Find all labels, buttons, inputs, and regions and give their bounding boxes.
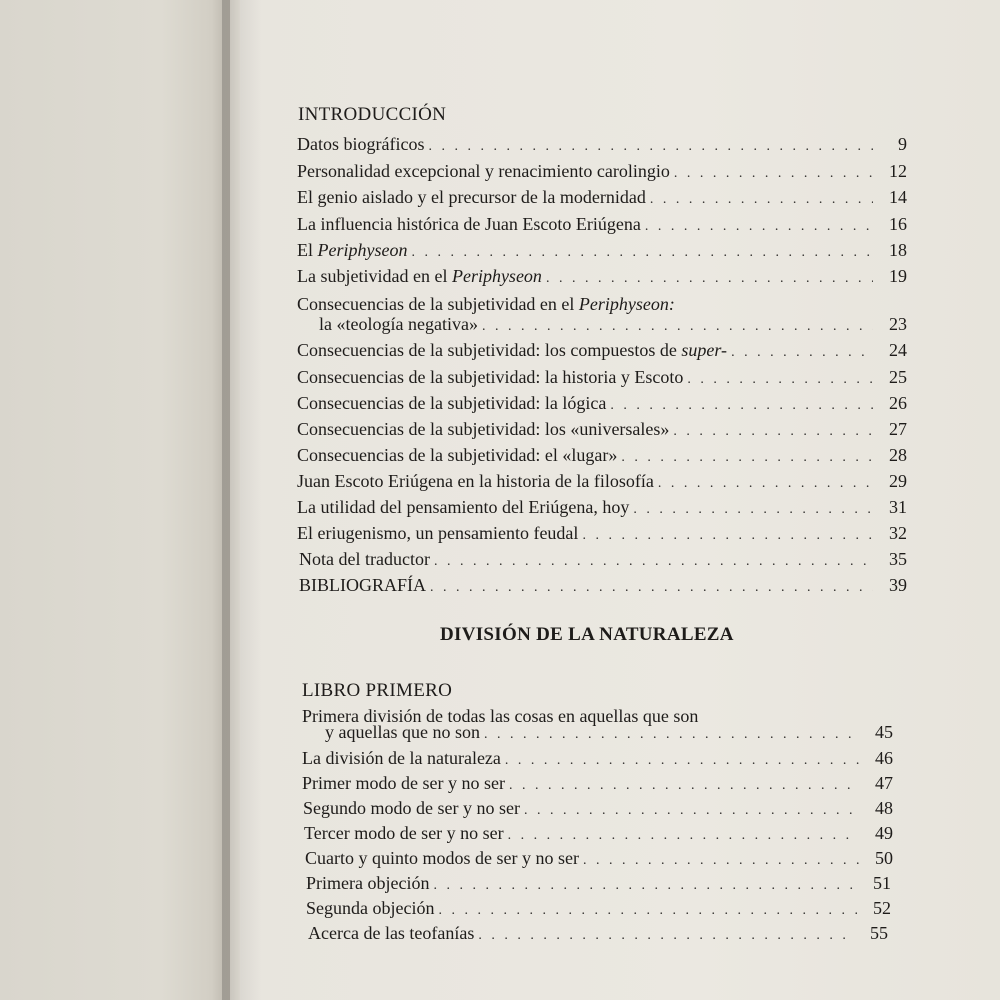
toc-entry[interactable] bbox=[299, 575, 907, 599]
leader-dots bbox=[433, 878, 857, 894]
toc-entry[interactable] bbox=[297, 367, 907, 391]
leader-dots bbox=[482, 319, 873, 335]
leader-dots bbox=[509, 778, 859, 794]
toc-entry-title: Segunda objeción bbox=[306, 898, 435, 918]
toc-entry[interactable] bbox=[297, 161, 907, 185]
toc-entry-page: 45 bbox=[875, 722, 893, 742]
toc-entry-title: La división de la naturaleza bbox=[302, 748, 501, 768]
toc-entry-page: 16 bbox=[889, 214, 907, 234]
leader-dots bbox=[524, 803, 859, 819]
leader-dots bbox=[434, 554, 873, 570]
toc-entry[interactable] bbox=[306, 898, 891, 922]
leader-dots bbox=[674, 166, 873, 182]
toc-entry-title: El Periphyseon bbox=[297, 240, 408, 260]
toc-entry-title: Juan Escoto Eriúgena en la historia de la filosofía bbox=[297, 471, 654, 491]
leader-dots bbox=[621, 450, 873, 466]
leader-dots bbox=[411, 245, 873, 261]
toc-entry-page: 18 bbox=[889, 240, 907, 260]
toc-entry-title: Consecuencias de la subjetividad: la historia y Escoto bbox=[297, 367, 684, 387]
toc-entry-title: Segundo modo de ser y no ser bbox=[303, 798, 520, 818]
toc-entry-title: y aquellas que no son bbox=[325, 722, 480, 742]
toc-entry-page: 52 bbox=[873, 898, 891, 918]
toc-entry[interactable] bbox=[297, 214, 907, 238]
toc-entry-page: 35 bbox=[889, 549, 907, 569]
toc-entry[interactable] bbox=[302, 748, 893, 772]
toc-entry-page: 39 bbox=[889, 575, 907, 595]
toc-entry-title: El eriugenismo, un pensamiento feudal bbox=[297, 523, 579, 543]
toc-entry-title: BIBLIOGRAFÍA bbox=[299, 575, 427, 595]
intro-heading: INTRODUCCIÓN bbox=[298, 104, 447, 125]
toc-entry-title: Datos biográficos bbox=[297, 134, 425, 154]
toc-entry[interactable] bbox=[297, 471, 907, 495]
toc-entry[interactable] bbox=[297, 340, 907, 364]
leader-dots bbox=[610, 398, 873, 414]
leader-dots bbox=[658, 476, 873, 492]
toc-entry[interactable] bbox=[299, 549, 907, 573]
leader-dots bbox=[731, 345, 873, 361]
leader-dots bbox=[478, 928, 854, 944]
toc-entry[interactable] bbox=[303, 798, 893, 822]
toc-entry[interactable] bbox=[297, 419, 907, 443]
toc-entry-title: Cuarto y quinto modos de ser y no ser bbox=[305, 848, 579, 868]
toc-entry-title: La subjetividad en el Periphyseon bbox=[297, 266, 542, 286]
toc-entry-title: La utilidad del pensamiento del Eriúgena, hoy bbox=[297, 497, 630, 517]
toc-entry-page: 48 bbox=[875, 798, 893, 818]
toc-entry[interactable] bbox=[302, 773, 893, 797]
leader-dots bbox=[508, 828, 859, 844]
toc-entry-title: Consecuencias de la subjetividad: los compuestos de super- bbox=[297, 340, 728, 360]
toc-entry-title: Consecuencias de la subjetividad: el «lugar» bbox=[297, 445, 618, 465]
toc-entry[interactable] bbox=[297, 266, 907, 290]
leader-dots bbox=[430, 580, 873, 596]
toc-entry-title: Personalidad excepcional y renacimiento carolingio bbox=[297, 161, 670, 181]
toc-entry[interactable] bbox=[297, 393, 907, 417]
toc-entry-page: 49 bbox=[875, 823, 893, 843]
leader-dots bbox=[687, 372, 873, 388]
toc-entry-title: la «teología negativa» bbox=[319, 314, 478, 334]
toc-entry[interactable] bbox=[325, 722, 893, 746]
toc-entry-first-line: Consecuencias de la subjetividad en el Periphyseon: bbox=[297, 294, 675, 314]
toc-entry[interactable] bbox=[308, 923, 888, 947]
toc-entry-title: Consecuencias de la subjetividad: la lógica bbox=[297, 393, 607, 413]
toc-entry-page: 47 bbox=[875, 773, 893, 793]
book-heading: LIBRO PRIMERO bbox=[302, 680, 453, 701]
leader-dots bbox=[428, 139, 873, 155]
leader-dots bbox=[484, 727, 859, 743]
toc-entry-title: El genio aislado y el precursor de la modernidad bbox=[297, 187, 646, 207]
toc-entry-page: 19 bbox=[889, 266, 907, 286]
leader-dots bbox=[505, 753, 859, 769]
leader-dots bbox=[583, 853, 859, 869]
toc-entry-page: 32 bbox=[889, 523, 907, 543]
toc-entry-page: 55 bbox=[870, 923, 888, 943]
toc-entry-page: 23 bbox=[889, 314, 907, 334]
toc-entry-title: Primera objeción bbox=[306, 873, 430, 893]
leader-dots bbox=[582, 528, 873, 544]
main-title: DIVISIÓN DE LA NATURALEZA bbox=[440, 624, 734, 645]
toc-entry-page: 14 bbox=[889, 187, 907, 207]
toc-entry[interactable] bbox=[297, 187, 907, 211]
toc-entry[interactable] bbox=[297, 497, 907, 521]
toc-entry[interactable] bbox=[306, 873, 891, 897]
toc-entry-page: 31 bbox=[889, 497, 907, 517]
toc-entry-page: 50 bbox=[875, 848, 893, 868]
toc-entry-title: La influencia histórica de Juan Escoto Eriúgena bbox=[297, 214, 641, 234]
leader-dots bbox=[650, 192, 873, 208]
toc-entry-page: 46 bbox=[875, 748, 893, 768]
toc-entry-page: 12 bbox=[889, 161, 907, 181]
leader-dots bbox=[546, 271, 873, 287]
toc-entry-title: Acerca de las teofanías bbox=[308, 923, 475, 943]
toc-entry-page: 51 bbox=[873, 873, 891, 893]
toc-entry[interactable] bbox=[297, 240, 907, 264]
toc-entry-first-line: Primera división de todas las cosas en aquellas que son bbox=[302, 706, 699, 726]
leader-dots bbox=[438, 903, 857, 919]
toc-entry[interactable] bbox=[297, 445, 907, 469]
toc-entry-page: 25 bbox=[889, 367, 907, 387]
toc-entry-page: 24 bbox=[889, 340, 907, 360]
toc-entry-title: Nota del traductor bbox=[299, 549, 430, 569]
toc-entry[interactable] bbox=[297, 134, 907, 158]
toc-entry-title: Primer modo de ser y no ser bbox=[302, 773, 505, 793]
leader-dots bbox=[645, 219, 873, 235]
toc-entry[interactable] bbox=[297, 523, 907, 547]
toc-entry-title: Consecuencias de la subjetividad: los «universales» bbox=[297, 419, 670, 439]
toc-entry-page: 27 bbox=[889, 419, 907, 439]
leader-dots bbox=[673, 424, 873, 440]
toc-entry[interactable] bbox=[319, 314, 907, 338]
toc-entry-page: 26 bbox=[889, 393, 907, 413]
toc-entry-page: 28 bbox=[889, 445, 907, 465]
toc-entry[interactable] bbox=[304, 823, 893, 847]
toc-entry-page: 9 bbox=[898, 134, 907, 154]
toc-entry[interactable] bbox=[305, 848, 893, 872]
toc-entry-page: 29 bbox=[889, 471, 907, 491]
toc-entry-title: Tercer modo de ser y no ser bbox=[304, 823, 504, 843]
leader-dots bbox=[633, 502, 873, 518]
